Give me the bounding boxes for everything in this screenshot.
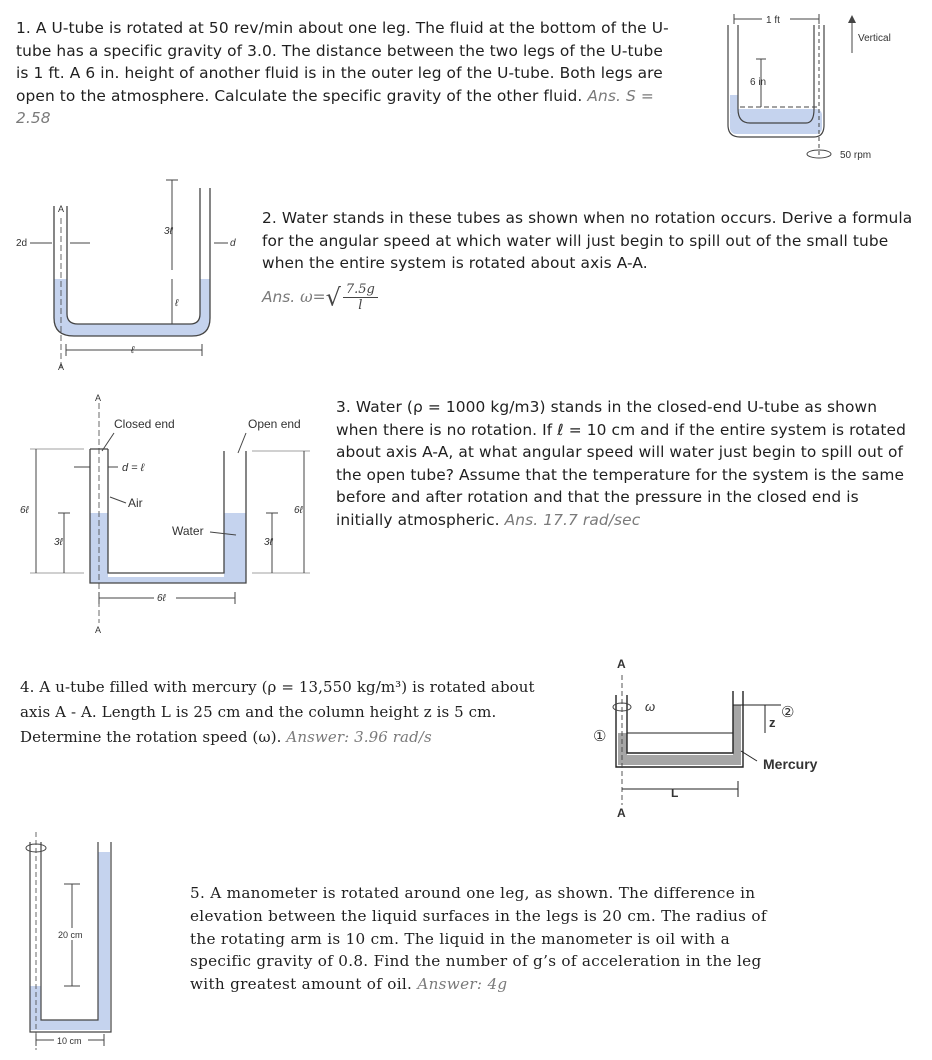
- fig2-height-l: ℓ: [175, 298, 179, 309]
- problem-3-number: 3.: [336, 398, 351, 416]
- fig3-closed-end: Closed end: [114, 417, 175, 431]
- problem-3: [336, 396, 914, 532]
- problem-4-answer: Answer: 3.96 rad/s: [286, 728, 432, 746]
- problem-3-answer: Ans. 17.7 rad/sec: [504, 510, 641, 529]
- fig2-length: ℓ: [131, 345, 135, 356]
- answer-denominator: l: [358, 298, 363, 313]
- fig2-axis-top: A: [58, 204, 65, 214]
- fig2-water: [54, 279, 210, 336]
- problem-1-number: 1.: [16, 19, 31, 37]
- fig3-tube-outline: [90, 449, 246, 583]
- fig5-height: 20 cm: [58, 930, 83, 940]
- fig3-axis-top: A: [95, 393, 102, 403]
- figure-2: [14, 178, 254, 378]
- problem-3-text: Water (ρ = 1000 kg/m3) stands in the closed-end U-tube as shown when there is no rotation. If ℓ = 10 cm and if the entire system is rotated about axis A-A, at what angular speed will water just begin to spill out of the open tube? Assume that the temperature for the system is the same before and after rotation and that the pressure in the closed end is initially atmospheric.: [336, 398, 906, 529]
- fig3-left-water: 3ℓ: [54, 537, 63, 548]
- problem-1-answer: Ans. S = 2.58: [16, 86, 654, 128]
- fig1-height-label: 6 in: [750, 77, 767, 88]
- figure-1: [720, 5, 920, 175]
- problem-2-answer: [262, 282, 378, 313]
- fig4-axis-bottom: A: [617, 806, 626, 820]
- problem-4: [20, 675, 560, 750]
- figure-5: [14, 832, 134, 1052]
- fig4-axis-top: A: [617, 657, 626, 671]
- problem-5-text: A manometer is rotated around one leg, as shown. The difference in elevation between the liquid surfaces in the legs is 20 cm. The radius of the rotating arm is 10 cm. The liquid in the manometer is oil with a specific gravity of 0.8. Find the number of g’s of acceleration in the leg with greatest amount of oil.: [190, 884, 767, 994]
- fig1-width-label: 1 ft: [766, 15, 780, 26]
- problem-1: [16, 17, 676, 130]
- fig3-width: 6ℓ: [157, 593, 166, 604]
- fig3-right-height: 6ℓ: [294, 505, 303, 516]
- problem-2-answer-prefix: Ans.: [262, 288, 296, 306]
- fig4-z: z: [769, 715, 776, 730]
- fig4-length: L: [671, 786, 679, 800]
- fig2-axis-bottom: A: [58, 362, 65, 372]
- fig5-width: 10 cm: [57, 1036, 82, 1046]
- fig4-point2: ②: [781, 704, 795, 721]
- problem-5: [190, 882, 795, 996]
- fig2-left-dia: 2d: [16, 238, 28, 249]
- fig1-vertical-label: Vertical: [858, 33, 891, 44]
- fig2-tube-outline: [54, 188, 210, 336]
- problem-1-text: A U-tube is rotated at 50 rev/min about one leg. The fluid at the bottom of the U-tube has a specific gravity of 3.0. The distance between the two legs of the U-tube is 1 ft. A 6 in. height of another fluid is in the outer leg of the U-tube. Both legs are open to the atmosphere. Calculate the specific gravity of the other fluid.: [16, 19, 669, 105]
- fig3-open-end: Open end: [248, 417, 301, 431]
- fig1-speed-label: 50 rpm: [840, 150, 872, 161]
- fig2-right-dia: d: [230, 238, 236, 249]
- fig1-outer-leg-fluid: [730, 95, 738, 113]
- fig2-height-3l: 3ℓ: [164, 226, 173, 237]
- figure-4: [585, 655, 845, 825]
- problem-5-number: 5.: [190, 884, 206, 902]
- fig3-right-water: 3ℓ: [264, 537, 273, 548]
- problem-2-number: 2.: [262, 209, 277, 227]
- figure-3: [14, 393, 334, 638]
- fig3-diameter: d = ℓ: [122, 462, 145, 474]
- fig3-left-height: 6ℓ: [20, 505, 29, 516]
- problem-5-answer: Answer: 4g: [417, 975, 508, 994]
- fig3-axis-bottom: A: [95, 625, 102, 635]
- fig4-mercury-label: Mercury: [763, 756, 818, 772]
- fig4-mercury: [618, 705, 741, 765]
- problem-4-number: 4.: [20, 678, 35, 696]
- answer-numerator: 7.5g: [343, 282, 378, 298]
- fig4-point1: ①: [593, 728, 607, 745]
- fig4-omega: ω: [645, 699, 656, 714]
- fig3-water-label: Water: [172, 524, 204, 538]
- problem-4-text: A u-tube filled with mercury (ρ = 13,550 kg/m³) is rotated about axis A - A. Length L is 25 cm and the column height z is 5 cm. Determine the rotation speed (ω).: [20, 678, 535, 746]
- sqrt-symbol: √: [325, 283, 341, 312]
- problem-2-answer-symbol: ω=: [300, 288, 326, 306]
- fig3-air: Air: [128, 496, 143, 510]
- problem-2: [262, 207, 922, 275]
- problem-2-text: Water stands in these tubes as shown when no rotation occurs. Derive a formula for the angular speed at which water will just begin to spill out of the small tube when the entire system is rotated about axis A-A.: [262, 209, 913, 273]
- answer-fraction: [343, 282, 378, 313]
